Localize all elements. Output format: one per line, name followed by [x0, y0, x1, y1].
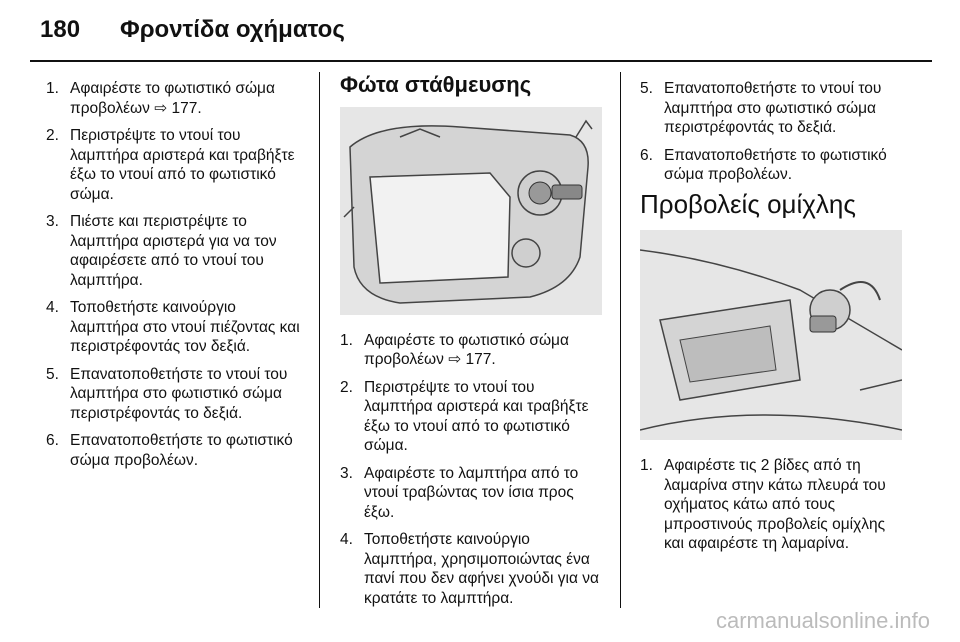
page-title: Φροντίδα οχήματος: [120, 16, 345, 43]
list-item: 2. Περιστρέψτε το ντουί του λαμπτήρα αριστερά και τραβήξτε έξω το ντουί από το φωτιστικό σώμα.: [46, 127, 295, 203]
section-heading-parking-lights: Φώτα στάθμευσης: [340, 72, 532, 97]
headlamp-illustration: [340, 107, 602, 315]
fog-lamp-illustration: [640, 230, 902, 440]
watermark: carmanualsonline.info: [715, 608, 930, 633]
list-item: 6. Επανατοποθετήστε το φωτιστικό σώμα προβολέων.: [640, 146, 887, 183]
list-item: 3. Αφαιρέστε το λαμπτήρα από το ντουί τραβώντας τον ίσια προς έξω.: [340, 464, 579, 521]
steps-list: [340, 331, 604, 609]
section-heading-fog-lights: Προβολείς ομίχλης: [640, 188, 856, 219]
column-divider-2: [620, 72, 621, 608]
list-item: 4. Τοποθετήστε καινούργιο λαμπτήρα, χρησιμοποιώντας ένα πανί που δεν αφήνει χνούδι για να κρατάτε το λαμπτήρα.: [340, 531, 599, 607]
steps-list: [640, 79, 902, 185]
column-divider-1: [319, 72, 320, 608]
list-item: 6. Επανατοποθετήστε το φωτιστικό σώμα προβολέων.: [46, 432, 293, 469]
list-item: 5. Επανατοποθετήστε το ντουί του λαμπτήρα στο φωτιστικό σώμα περιστρέφοντάς το δεξιά.: [46, 365, 288, 422]
fog-lamp-drawing: [640, 230, 902, 440]
list-item: 1. Αφαιρέστε το φωτιστικό σώμα προβολέων ⇨ 177.: [340, 331, 569, 368]
page-number: 180: [40, 16, 81, 43]
headlamp-drawing: [340, 107, 602, 315]
list-item: 5. Επανατοποθετήστε το ντουί του λαμπτήρα στο φωτιστικό σώμα περιστρέφοντάς το δεξιά.: [640, 80, 882, 136]
column-1: [46, 79, 306, 478]
list-item: 3. Πιέστε και περιστρέψτε το λαμπτήρα αριστερά για να τον αφαιρέσετε από το ντουί του λαμπτήρα.: [46, 213, 277, 289]
page-header: [0, 0, 960, 62]
column-2: [340, 72, 604, 616]
list-item: 2. Περιστρέψτε το ντουί του λαμπτήρα αριστερά και τραβήξτε έξω το ντουί από το φωτιστικό σώμα.: [340, 378, 589, 454]
column-3: [640, 79, 902, 562]
list-item: 4. Τοποθετήστε καινούργιο λαμπτήρα στο ντουί πιέζοντας και περιστρέφοντάς τον δεξιά.: [46, 299, 300, 355]
list-item: 1. Αφαιρέστε τις 2 βίδες από τη λαμαρίνα στην κάτω πλευρά του οχήματος κάτω από τους μπροστινούς προβολείς ομίχλης και αφαιρέστε τη λαμαρίνα.: [640, 457, 886, 552]
header-rule: [30, 60, 932, 62]
steps-list: [640, 456, 902, 554]
list-item: 1. Αφαιρέστε το φωτιστικό σώμα προβολέων ⇨ 177.: [46, 80, 275, 117]
steps-list: [46, 79, 306, 470]
